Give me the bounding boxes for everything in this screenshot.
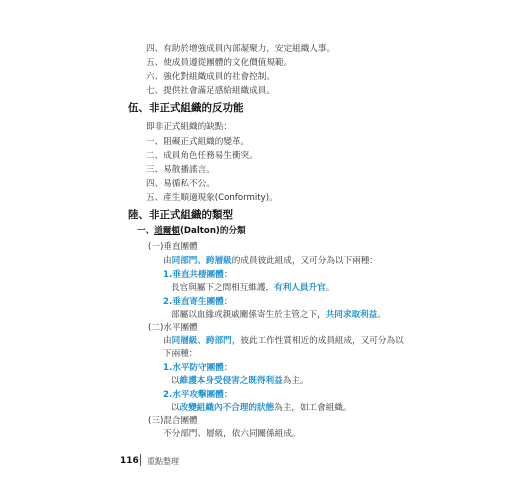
group-heading: (三)混合團體 [148,416,198,426]
list-item: 一、阻礙正式組織的變革。 [146,137,250,147]
type-description [171,403,352,414]
group-heading: (一)垂直團體 [148,242,198,252]
highlight: 同層級、跨部門 [171,336,232,346]
type-title: 2.垂直寄生團體： [163,297,233,307]
group-heading: (二)水平團體 [148,323,198,333]
list-item: 五、產生順適現象(Conformity)。 [146,193,278,203]
type-description [171,376,309,387]
type-description [171,310,386,321]
type-title: 1.垂直共棲團體： [163,270,233,280]
list-item: 七、提供社會滿足感給組織成員。 [146,86,275,96]
text: 由 [163,336,172,346]
subsection-number: 一、 [137,226,155,236]
highlight: 同部門、跨層級 [171,256,232,266]
highlight: 共同求取利益 [325,310,378,320]
list-item: 四、有助於增強成員內部凝聚力，安定組織人事。 [146,44,336,54]
type-title: 2.水平攻擊團體： [163,390,233,400]
section-heading: 伍、非正式組織的反功能 [128,102,244,114]
section-heading: 陸、非正式組織的類型 [128,209,233,221]
text: 由 [163,256,172,266]
list-item: 六、強化對組織成員的社會控制。 [146,72,275,82]
group-description [163,256,378,267]
type-description [171,283,334,294]
text: 部屬以血緣或親戚關係寄生於主管之下， [171,310,326,320]
text: 。 [377,310,386,320]
footer-divider [140,454,141,466]
text: ，彼此工作性質相近的成員組成，又可分為以 [231,336,404,346]
highlight: 改變組織內不合理的狀態 [179,403,275,413]
subsection-heading [137,226,246,237]
highlight: 有利人員升官 [274,283,326,293]
list-item: 二、成員角色任務易生衝突。 [146,151,258,161]
list-item: 四、易循私不公。 [146,179,215,189]
type-title: 1.水平防守團體： [163,363,233,373]
subsection-suffix: (Dalton)的分類 [180,226,246,236]
text: 的成員彼此組成，又可分為以下兩種： [231,256,378,266]
footer-label: 重點整理 [147,457,179,466]
group-description [163,336,404,347]
text: 。 [325,283,335,293]
group-description: 不分部門、層級，依六同關係組成。 [163,429,301,439]
list-item: 三、易散播謠言。 [146,165,215,175]
text: 長官與屬下之間相互維護， [171,283,275,293]
group-description-cont: 下兩種： [163,349,198,359]
section-intro: 即非正式組織的缺點： [146,122,232,132]
text: 以 [171,376,180,386]
text: 為主。 [282,376,309,386]
text: 以 [171,403,180,413]
highlight: 維護本身受侵害之既得利益 [179,376,283,386]
list-item: 五、使成員遵從團體的文化價值規範。 [146,58,293,68]
text: 為主，如工會組織。 [274,403,352,413]
page-number: 116 [120,456,139,466]
author-name: 道爾頓 [154,226,180,236]
